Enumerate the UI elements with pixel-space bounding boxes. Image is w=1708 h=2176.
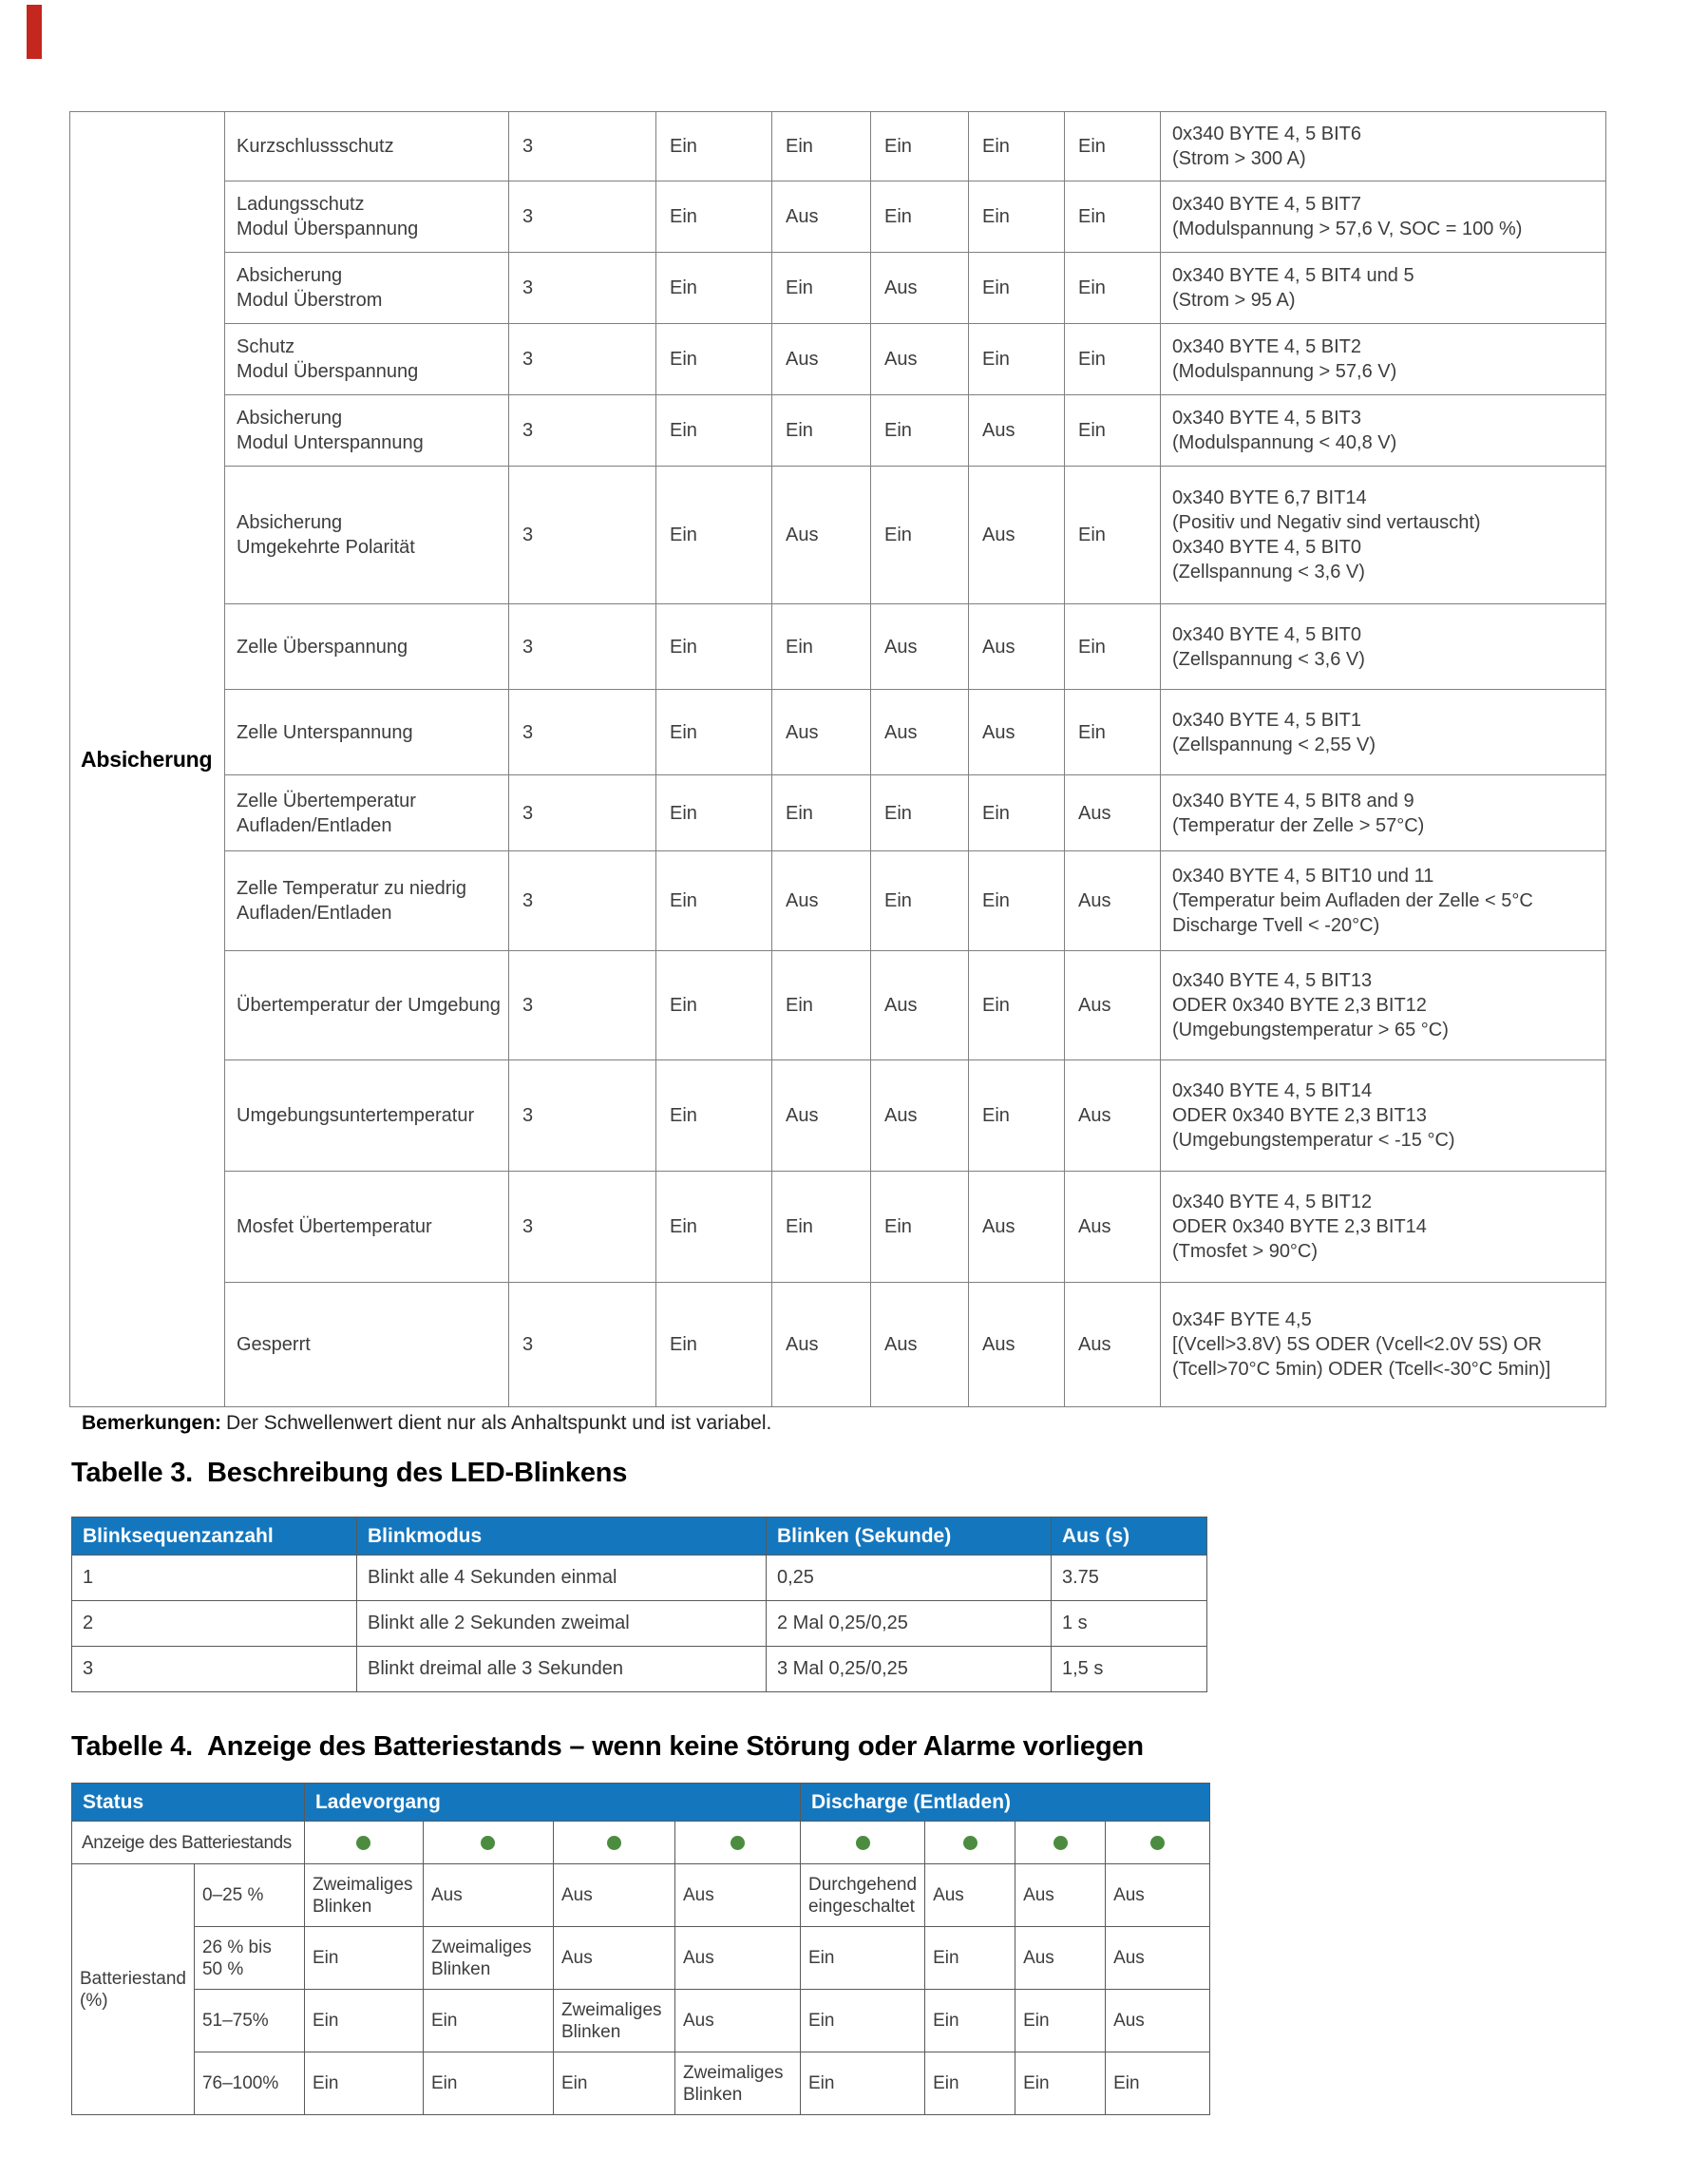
led-state-cell: Aus xyxy=(925,1864,1015,1927)
blink-count-cell: 3 xyxy=(509,604,656,690)
battery-range-cell: 26 % bis 50 % xyxy=(194,1927,304,1990)
led-state-cell: Ein xyxy=(656,604,772,690)
led-state-cell: Aus xyxy=(1065,951,1161,1060)
table-row xyxy=(70,253,1606,324)
bit-description-line: 0x340 BYTE 4, 5 BIT7 xyxy=(1172,194,1361,215)
led-state-cell: Aus xyxy=(772,1060,871,1172)
battery-range-cell: 76–100% xyxy=(194,2052,304,2115)
table-row xyxy=(70,467,1606,604)
protection-name-line: Zelle Überspannung xyxy=(237,636,408,658)
table-row xyxy=(70,181,1606,253)
row-group-label-cell: Batteriestand (%) xyxy=(72,1864,195,2115)
battery-level-table xyxy=(71,1783,1210,2115)
blink-count-cell: 3 xyxy=(509,181,656,253)
led-state-cell: Ein xyxy=(871,775,969,851)
indicator-dot-cell xyxy=(423,1822,553,1864)
charge-header: Ladevorgang xyxy=(304,1784,800,1822)
protection-name-line: Zelle Unterspannung xyxy=(237,721,413,743)
protection-name-cell xyxy=(225,467,509,604)
table-row xyxy=(72,1647,1207,1692)
table-row xyxy=(70,951,1606,1060)
led-state-cell: Ein xyxy=(925,2052,1015,2115)
led-state-cell: Ein xyxy=(772,395,871,467)
protection-name-cell xyxy=(225,1060,509,1172)
table4-title-number: Tabelle 4. xyxy=(71,1731,194,1762)
protection-name-line: Übertemperatur der Umgebung xyxy=(237,995,501,1016)
protection-name-cell xyxy=(225,851,509,951)
protection-name-line: Modul Überstrom xyxy=(237,290,383,311)
led-state-cell: Zweimaliges Blinken xyxy=(674,2052,800,2115)
bit-description-line: (Modulspannung > 57,6 V) xyxy=(1172,361,1397,382)
table-cell: 0,25 xyxy=(767,1556,1052,1601)
indicator-dot-cell xyxy=(800,1822,924,1864)
led-state-cell: Aus xyxy=(871,324,969,395)
led-state-cell: Ein xyxy=(772,1172,871,1283)
led-state-cell: Ein xyxy=(304,1927,423,1990)
led-state-cell: Ein xyxy=(871,181,969,253)
blink-count-cell: 3 xyxy=(509,112,656,181)
led-state-cell: Aus xyxy=(1065,851,1161,951)
bit-description-cell xyxy=(1161,467,1606,604)
led-blink-table xyxy=(71,1517,1207,1692)
table-cell: Blinkt dreimal alle 3 Sekunden xyxy=(357,1647,767,1692)
led-state-cell: Zweimaliges Blinken xyxy=(553,1990,674,2052)
bit-description-cell xyxy=(1161,324,1606,395)
bit-description-cell xyxy=(1161,112,1606,181)
led-state-cell: Ein xyxy=(656,690,772,775)
bit-description-cell xyxy=(1161,395,1606,467)
bit-description-line: 0x34F BYTE 4,5 xyxy=(1172,1309,1312,1330)
led-state-cell: Ein xyxy=(1065,181,1161,253)
led-state-cell: Ein xyxy=(969,775,1065,851)
led-state-cell: Ein xyxy=(871,851,969,951)
table-row xyxy=(70,112,1606,181)
protection-name-cell xyxy=(225,775,509,851)
led-state-cell: Aus xyxy=(1065,775,1161,851)
led-state-cell: Ein xyxy=(656,467,772,604)
table-row xyxy=(70,775,1606,851)
bit-description-line: (Tcell>70°C 5min) ODER (Tcell<-30°C 5min)] xyxy=(1172,1359,1551,1380)
led-state-cell: Ein xyxy=(1106,2052,1210,2115)
table-row xyxy=(72,2052,1210,2115)
led-state-cell: Aus xyxy=(871,1060,969,1172)
battery-dot-icon xyxy=(607,1836,621,1850)
protection-name-line: Zelle Temperatur zu niedrig xyxy=(237,878,466,899)
protection-name-cell xyxy=(225,1172,509,1283)
table3-title xyxy=(71,1458,627,1489)
column-header: Blinkmodus xyxy=(357,1517,767,1556)
indicator-dot-cell xyxy=(1015,1822,1106,1864)
led-state-cell: Aus xyxy=(969,604,1065,690)
led-state-cell: Aus xyxy=(423,1864,553,1927)
protection-name-line: Aufladen/Entladen xyxy=(237,903,392,924)
table-row xyxy=(72,1927,1210,1990)
bit-description-line: 0x340 BYTE 4, 5 BIT2 xyxy=(1172,336,1361,357)
led-state-cell: Ein xyxy=(656,851,772,951)
led-blink-table-body xyxy=(72,1556,1207,1692)
indicator-dot-cell xyxy=(674,1822,800,1864)
led-state-cell: Aus xyxy=(674,1864,800,1927)
led-state-cell: Ein xyxy=(656,1283,772,1407)
protection-name-cell xyxy=(225,112,509,181)
table-cell: 3 xyxy=(72,1647,357,1692)
protection-name-line: Umgebungsuntertemperatur xyxy=(237,1105,475,1126)
led-state-cell: Ein xyxy=(656,253,772,324)
battery-dot-icon xyxy=(731,1836,745,1850)
protection-table-body xyxy=(70,112,1606,1407)
header-row xyxy=(72,1784,1210,1822)
led-state-cell: Aus xyxy=(553,1864,674,1927)
led-state-cell: Ein xyxy=(304,2052,423,2115)
table-cell: 1,5 s xyxy=(1052,1647,1207,1692)
battery-dot-icon xyxy=(963,1836,977,1850)
led-state-cell: Ein xyxy=(772,253,871,324)
indicator-dot-cell xyxy=(925,1822,1015,1864)
blink-count-cell: 3 xyxy=(509,467,656,604)
bit-description-line: 0x340 BYTE 4, 5 BIT8 and 9 xyxy=(1172,790,1414,811)
table-row xyxy=(72,1556,1207,1601)
table-row xyxy=(72,1864,1210,1927)
bit-description-line: (Positiv und Negativ sind vertauscht) xyxy=(1172,512,1481,533)
column-header: Aus (s) xyxy=(1052,1517,1207,1556)
battery-level-table-body xyxy=(72,1822,1210,2115)
led-state-cell: Aus xyxy=(674,1927,800,1990)
led-state-cell: Ein xyxy=(1065,690,1161,775)
protection-name-line: Absicherung xyxy=(237,512,343,533)
led-state-cell: Ein xyxy=(656,181,772,253)
battery-dot-icon xyxy=(1150,1836,1165,1850)
red-ribbon-mark xyxy=(27,5,42,59)
battery-dot-icon xyxy=(481,1836,495,1850)
led-state-cell: Ein xyxy=(871,395,969,467)
led-state-cell: Aus xyxy=(553,1927,674,1990)
bit-description-line: (Zellspannung < 2,55 V) xyxy=(1172,734,1376,755)
bit-description-line: 0x340 BYTE 4, 5 BIT13 xyxy=(1172,970,1373,991)
blink-count-cell: 3 xyxy=(509,324,656,395)
table-cell: 1 s xyxy=(1052,1601,1207,1647)
protection-name-line: Aufladen/Entladen xyxy=(237,814,392,836)
bit-description-line: (Modulspannung > 57,6 V, SOC = 100 %) xyxy=(1172,219,1523,239)
bit-description-line: 0x340 BYTE 4, 5 BIT10 und 11 xyxy=(1172,866,1434,887)
led-state-cell: Ein xyxy=(800,2052,924,2115)
led-state-cell: Ein xyxy=(871,112,969,181)
blink-count-cell: 3 xyxy=(509,1283,656,1407)
blink-count-cell: 3 xyxy=(509,951,656,1060)
column-header: Blinksequenzanzahl xyxy=(72,1517,357,1556)
led-state-cell: Ein xyxy=(656,395,772,467)
led-state-cell: Ein xyxy=(1015,2052,1106,2115)
protection-name-cell xyxy=(225,181,509,253)
led-state-cell: Ein xyxy=(1065,324,1161,395)
led-state-cell: Ein xyxy=(656,951,772,1060)
blink-count-cell: 3 xyxy=(509,253,656,324)
bit-description-line: (Strom > 95 A) xyxy=(1172,290,1296,311)
led-state-cell: Ein xyxy=(423,2052,553,2115)
led-state-cell: Ein xyxy=(969,1060,1065,1172)
battery-dot-icon xyxy=(356,1836,370,1850)
battery-dot-icon xyxy=(856,1836,870,1850)
battery-level-table-head xyxy=(72,1784,1210,1822)
led-state-cell: Ein xyxy=(800,1927,924,1990)
blink-count-cell: 3 xyxy=(509,1172,656,1283)
led-state-cell: Aus xyxy=(1106,1990,1210,2052)
page-note xyxy=(82,1412,771,1435)
led-state-cell: Ein xyxy=(969,851,1065,951)
led-state-cell: Ein xyxy=(969,112,1065,181)
led-state-cell: Aus xyxy=(871,951,969,1060)
table-row xyxy=(72,1990,1210,2052)
indicator-label-cell: Anzeige des Batteriestands xyxy=(72,1822,305,1864)
led-state-cell: Aus xyxy=(1065,1060,1161,1172)
bit-description-line: [(Vcell>3.8V) 5S ODER (Vcell<2.0V 5S) OR xyxy=(1172,1334,1543,1355)
protection-name-line: Gesperrt xyxy=(237,1334,311,1355)
protection-name-cell xyxy=(225,690,509,775)
led-state-cell: Ein xyxy=(969,253,1065,324)
led-state-cell: Ein xyxy=(423,1990,553,2052)
led-state-cell: Aus xyxy=(871,604,969,690)
led-state-cell: Aus xyxy=(871,690,969,775)
led-state-cell: Ein xyxy=(304,1990,423,2052)
led-blink-table-head xyxy=(72,1517,1207,1556)
led-state-cell: Ein xyxy=(656,324,772,395)
led-state-cell: Aus xyxy=(969,467,1065,604)
bit-description-line: 0x340 BYTE 4, 5 BIT14 xyxy=(1172,1080,1373,1101)
bit-description-cell xyxy=(1161,775,1606,851)
table-cell: 3 Mal 0,25/0,25 xyxy=(767,1647,1052,1692)
bit-description-line: (Modulspannung < 40,8 V) xyxy=(1172,432,1397,453)
bit-description-line: (Zellspannung < 3,6 V) xyxy=(1172,648,1365,670)
table-cell: 1 xyxy=(72,1556,357,1601)
discharge-header: Discharge (Entladen) xyxy=(800,1784,1209,1822)
table-cell: 2 Mal 0,25/0,25 xyxy=(767,1601,1052,1647)
table-row xyxy=(72,1601,1207,1647)
led-state-cell: Ein xyxy=(656,112,772,181)
blink-count-cell: 3 xyxy=(509,395,656,467)
led-state-cell: Aus xyxy=(1065,1172,1161,1283)
led-state-cell: Ein xyxy=(772,775,871,851)
led-state-cell: Aus xyxy=(772,467,871,604)
led-state-cell: Aus xyxy=(1065,1283,1161,1407)
protection-name-line: Zelle Übertemperatur xyxy=(237,790,416,811)
bit-description-line: 0x340 BYTE 4, 5 BIT4 und 5 xyxy=(1172,265,1414,286)
led-state-cell: Ein xyxy=(1065,604,1161,690)
table-row xyxy=(70,690,1606,775)
indicator-dot-cell xyxy=(553,1822,674,1864)
protection-name-cell xyxy=(225,253,509,324)
note-label: Bemerkungen: xyxy=(82,1412,222,1434)
table4-title-text: Anzeige des Batteriestands – wenn keine Störung oder Alarme vorliegen xyxy=(207,1731,1144,1762)
led-state-cell: Zweimaliges Blinken xyxy=(423,1927,553,1990)
protection-name-cell xyxy=(225,395,509,467)
led-state-cell: Zweimaliges Blinken xyxy=(304,1864,423,1927)
protection-name-line: Ladungsschutz xyxy=(237,194,365,215)
protection-name-cell xyxy=(225,604,509,690)
led-state-cell: Ein xyxy=(800,1990,924,2052)
led-state-cell: Ein xyxy=(772,951,871,1060)
note-text: Der Schwellenwert dient nur als Anhaltspunkt und ist variabel. xyxy=(226,1412,772,1434)
bit-description-line: 0x340 BYTE 4, 5 BIT0 xyxy=(1172,623,1361,645)
led-state-cell: Aus xyxy=(871,253,969,324)
bit-description-line: (Temperatur beim Aufladen der Zelle < 5°C xyxy=(1172,890,1533,911)
led-state-cell: Ein xyxy=(1015,1990,1106,2052)
table-row xyxy=(70,1172,1606,1283)
protection-name-cell xyxy=(225,951,509,1060)
led-state-cell: Aus xyxy=(1015,1864,1106,1927)
bit-description-cell xyxy=(1161,181,1606,253)
battery-range-cell: 51–75% xyxy=(194,1990,304,2052)
bit-description-line: 0x340 BYTE 4, 5 BIT0 xyxy=(1172,537,1361,558)
led-state-cell: Aus xyxy=(772,690,871,775)
led-state-cell: Aus xyxy=(871,1283,969,1407)
bit-description-line: (Tmosfet > 90°C) xyxy=(1172,1241,1319,1262)
bit-description-line: Discharge Tvell < -20°C) xyxy=(1172,915,1380,936)
led-state-cell: Aus xyxy=(772,324,871,395)
led-state-cell: Ein xyxy=(871,1172,969,1283)
bit-description-line: (Zellspannung < 3,6 V) xyxy=(1172,562,1365,582)
protection-name-line: Mosfet Übertemperatur xyxy=(237,1216,432,1237)
led-state-cell: Ein xyxy=(1065,112,1161,181)
bit-description-cell xyxy=(1161,1172,1606,1283)
table-row xyxy=(70,1060,1606,1172)
table-row xyxy=(70,604,1606,690)
protection-table xyxy=(69,111,1606,1407)
led-state-cell: Aus xyxy=(772,181,871,253)
led-state-cell: Aus xyxy=(1015,1927,1106,1990)
led-state-cell: Ein xyxy=(656,1172,772,1283)
status-header: Status xyxy=(72,1784,305,1822)
table4-title xyxy=(71,1731,1144,1763)
protection-name-cell xyxy=(225,324,509,395)
bit-description-line: (Strom > 300 A) xyxy=(1172,148,1306,169)
bit-description-line: ODER 0x340 BYTE 2,3 BIT14 xyxy=(1172,1216,1427,1237)
led-state-cell: Ein xyxy=(969,324,1065,395)
bit-description-cell xyxy=(1161,604,1606,690)
table3-title-number: Tabelle 3. xyxy=(71,1458,194,1488)
protection-name-cell xyxy=(225,1283,509,1407)
bit-description-line: 0x340 BYTE 4, 5 BIT12 xyxy=(1172,1192,1373,1212)
table-row xyxy=(70,1283,1606,1407)
led-state-cell: Ein xyxy=(969,181,1065,253)
blink-count-cell: 3 xyxy=(509,1060,656,1172)
bit-description-line: 0x340 BYTE 4, 5 BIT3 xyxy=(1172,408,1361,429)
protection-name-line: Modul Unterspannung xyxy=(237,432,424,453)
led-state-cell: Ein xyxy=(925,1990,1015,2052)
table-cell: Blinkt alle 2 Sekunden zweimal xyxy=(357,1601,767,1647)
led-state-cell: Ein xyxy=(772,112,871,181)
protection-name-line: Absicherung xyxy=(237,408,343,429)
protection-name-line: Modul Überspannung xyxy=(237,219,419,239)
indicator-dot-cell xyxy=(304,1822,423,1864)
table-cell: 3.75 xyxy=(1052,1556,1207,1601)
led-state-cell: Ein xyxy=(656,775,772,851)
led-state-cell: Aus xyxy=(772,851,871,951)
bit-description-cell xyxy=(1161,1060,1606,1172)
led-state-cell: Aus xyxy=(969,690,1065,775)
protection-name-line: Umgekehrte Polarität xyxy=(237,537,415,558)
bit-description-line: (Temperatur der Zelle > 57°C) xyxy=(1172,814,1425,836)
bit-description-line: (Umgebungstemperatur < -15 °C) xyxy=(1172,1130,1455,1151)
bit-description-line: (Umgebungstemperatur > 65 °C) xyxy=(1172,1020,1449,1040)
led-state-cell: Aus xyxy=(1106,1927,1210,1990)
led-state-cell: Ein xyxy=(772,604,871,690)
led-state-cell: Ein xyxy=(925,1927,1015,1990)
blink-count-cell: 3 xyxy=(509,851,656,951)
battery-range-cell: 0–25 % xyxy=(194,1864,304,1927)
bit-description-line: ODER 0x340 BYTE 2,3 BIT13 xyxy=(1172,1105,1427,1126)
bit-description-line: 0x340 BYTE 6,7 BIT14 xyxy=(1172,487,1367,508)
bit-description-cell xyxy=(1161,690,1606,775)
table-row xyxy=(70,395,1606,467)
led-state-cell: Aus xyxy=(969,395,1065,467)
blink-count-cell: 3 xyxy=(509,690,656,775)
category-cell: Absicherung xyxy=(70,112,225,1407)
indicator-row xyxy=(72,1822,1210,1864)
led-state-cell: Ein xyxy=(656,1060,772,1172)
led-state-cell: Aus xyxy=(969,1172,1065,1283)
header-row xyxy=(72,1517,1207,1556)
protection-name-line: Absicherung xyxy=(237,265,343,286)
blink-count-cell: 3 xyxy=(509,775,656,851)
led-state-cell: Ein xyxy=(1065,395,1161,467)
led-state-cell: Ein xyxy=(969,951,1065,1060)
column-header: Blinken (Sekunde) xyxy=(767,1517,1052,1556)
table-row xyxy=(70,851,1606,951)
protection-name-line: Modul Überspannung xyxy=(237,361,419,382)
bit-description-cell xyxy=(1161,1283,1606,1407)
led-state-cell: Ein xyxy=(553,2052,674,2115)
led-state-cell: Ein xyxy=(1065,253,1161,324)
table3-title-text: Beschreibung des LED-Blinkens xyxy=(207,1458,628,1488)
bit-description-cell xyxy=(1161,951,1606,1060)
bit-description-line: 0x340 BYTE 4, 5 BIT1 xyxy=(1172,709,1361,731)
protection-name-line: Kurzschlussschutz xyxy=(237,136,394,157)
led-state-cell: Durchgehend eingeschaltet xyxy=(800,1864,924,1927)
bit-description-cell xyxy=(1161,253,1606,324)
led-state-cell: Ein xyxy=(871,467,969,604)
bit-description-line: 0x340 BYTE 4, 5 BIT6 xyxy=(1172,124,1361,144)
table-row xyxy=(70,324,1606,395)
led-state-cell: Aus xyxy=(969,1283,1065,1407)
led-state-cell: Aus xyxy=(1106,1864,1210,1927)
bit-description-line: ODER 0x340 BYTE 2,3 BIT12 xyxy=(1172,995,1427,1016)
table-cell: 2 xyxy=(72,1601,357,1647)
bit-description-cell xyxy=(1161,851,1606,951)
battery-dot-icon xyxy=(1053,1836,1068,1850)
table-cell: Blinkt alle 4 Sekunden einmal xyxy=(357,1556,767,1601)
led-state-cell: Aus xyxy=(674,1990,800,2052)
protection-name-line: Schutz xyxy=(237,336,295,357)
indicator-dot-cell xyxy=(1106,1822,1210,1864)
led-state-cell: Aus xyxy=(772,1283,871,1407)
led-state-cell: Ein xyxy=(1065,467,1161,604)
